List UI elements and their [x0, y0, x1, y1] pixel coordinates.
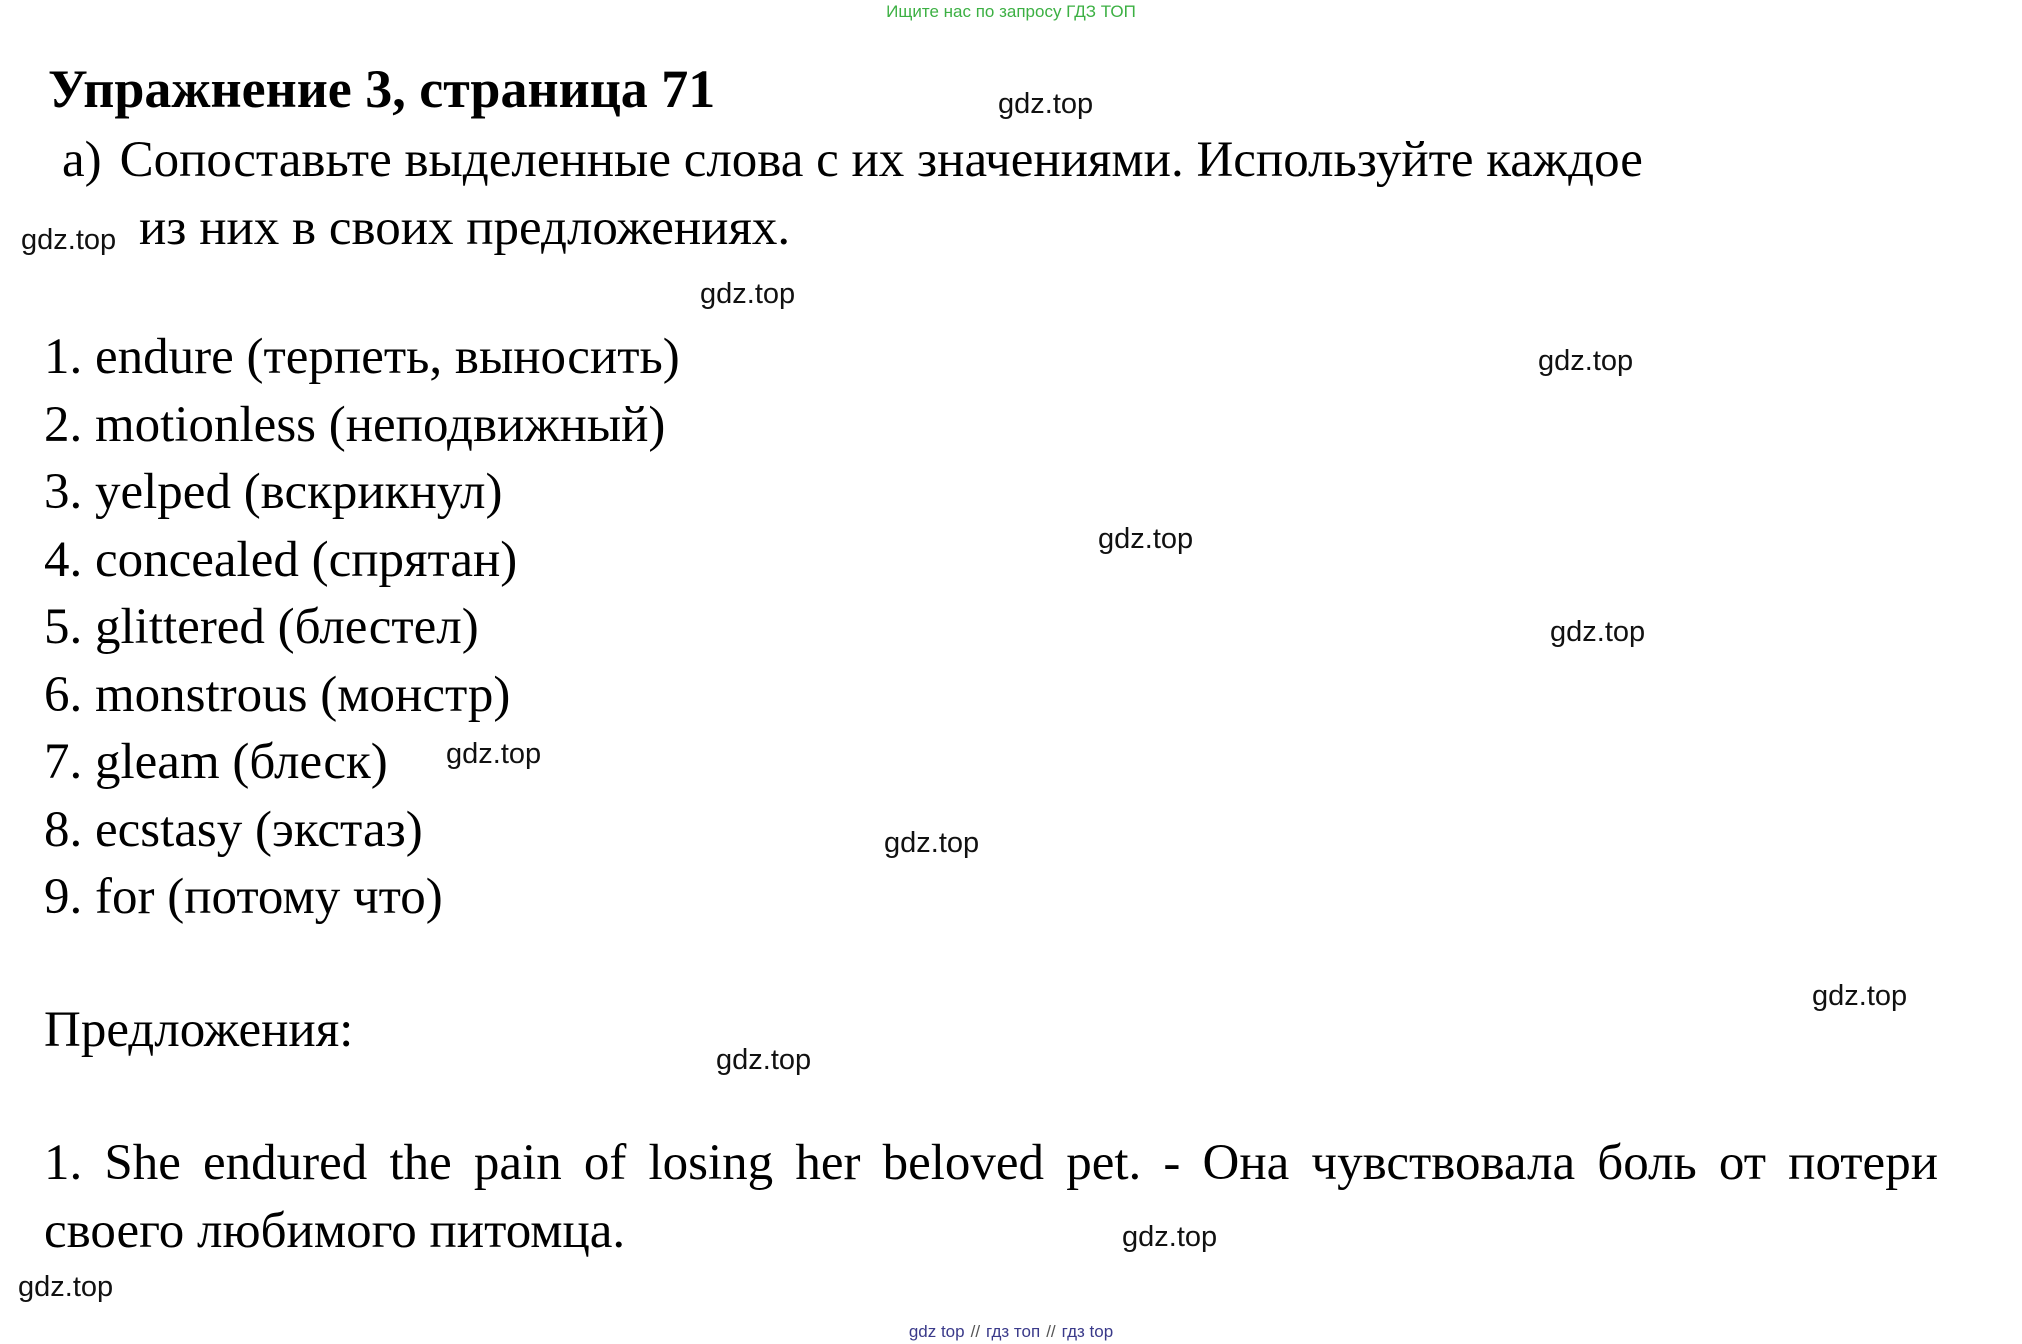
watermark: gdz.top [998, 88, 1094, 120]
instruction-marker: а) [62, 132, 102, 188]
watermark: gdz.top [1812, 980, 1908, 1012]
watermark: gdz.top [18, 1271, 114, 1303]
separator: // [970, 1322, 981, 1341]
bottom-link[interactable]: гдз top [1061, 1322, 1114, 1341]
watermark: gdz.top [1538, 345, 1634, 377]
watermark: gdz.top [1550, 616, 1646, 648]
list-item: 3. yelped (вскрикнул) [44, 464, 503, 520]
watermark: gdz.top [884, 827, 980, 859]
instruction-line-1: Сопоставьте выделенные слова с их значениями. Используйте каждое [119, 132, 1643, 188]
list-item: 4. concealed (спрятан) [44, 531, 518, 588]
list-item: 2. motionless (неподвижный) [44, 396, 666, 453]
list-item: 9. for (потому что) [44, 869, 443, 925]
watermark: gdz.top [446, 738, 542, 770]
list-item: 8. ecstasy (экстаз) [44, 801, 423, 858]
list-item: 7. gleam (блеск) [44, 734, 388, 790]
bottom-link[interactable]: gdz top [908, 1322, 965, 1341]
watermark: gdz.top [716, 1044, 812, 1076]
sentence-1: 1. She endured the pain of losing her beloved pet. - Она чувствовала боль от потери своего любимого питомца. [44, 1135, 1938, 1259]
word-list [44, 324, 680, 932]
list-item: 6. monstrous (монстр) [44, 666, 511, 723]
exercise-title: Упражнение 3, страница 71 [48, 59, 716, 119]
list-item: 1. endure (терпеть, выносить) [44, 329, 680, 385]
watermark: gdz.top [1098, 523, 1194, 555]
watermark: gdz.top [700, 278, 796, 310]
watermark: gdz.top [1122, 1221, 1218, 1253]
bottom-banner [0, 1322, 2022, 1342]
instruction-text [60, 126, 1938, 262]
list-item: 5. glittered (блестел) [44, 599, 479, 655]
bottom-link[interactable]: гдз топ [986, 1322, 1041, 1341]
top-search-banner[interactable]: Ищите нас по запросу ГДЗ ТОП [886, 2, 1136, 21]
instruction-line-2: из них в своих предложениях. [139, 200, 791, 256]
sentences-heading: Предложения: [44, 1002, 354, 1058]
watermark: gdz.top [21, 224, 117, 256]
separator: // [1046, 1322, 1056, 1341]
